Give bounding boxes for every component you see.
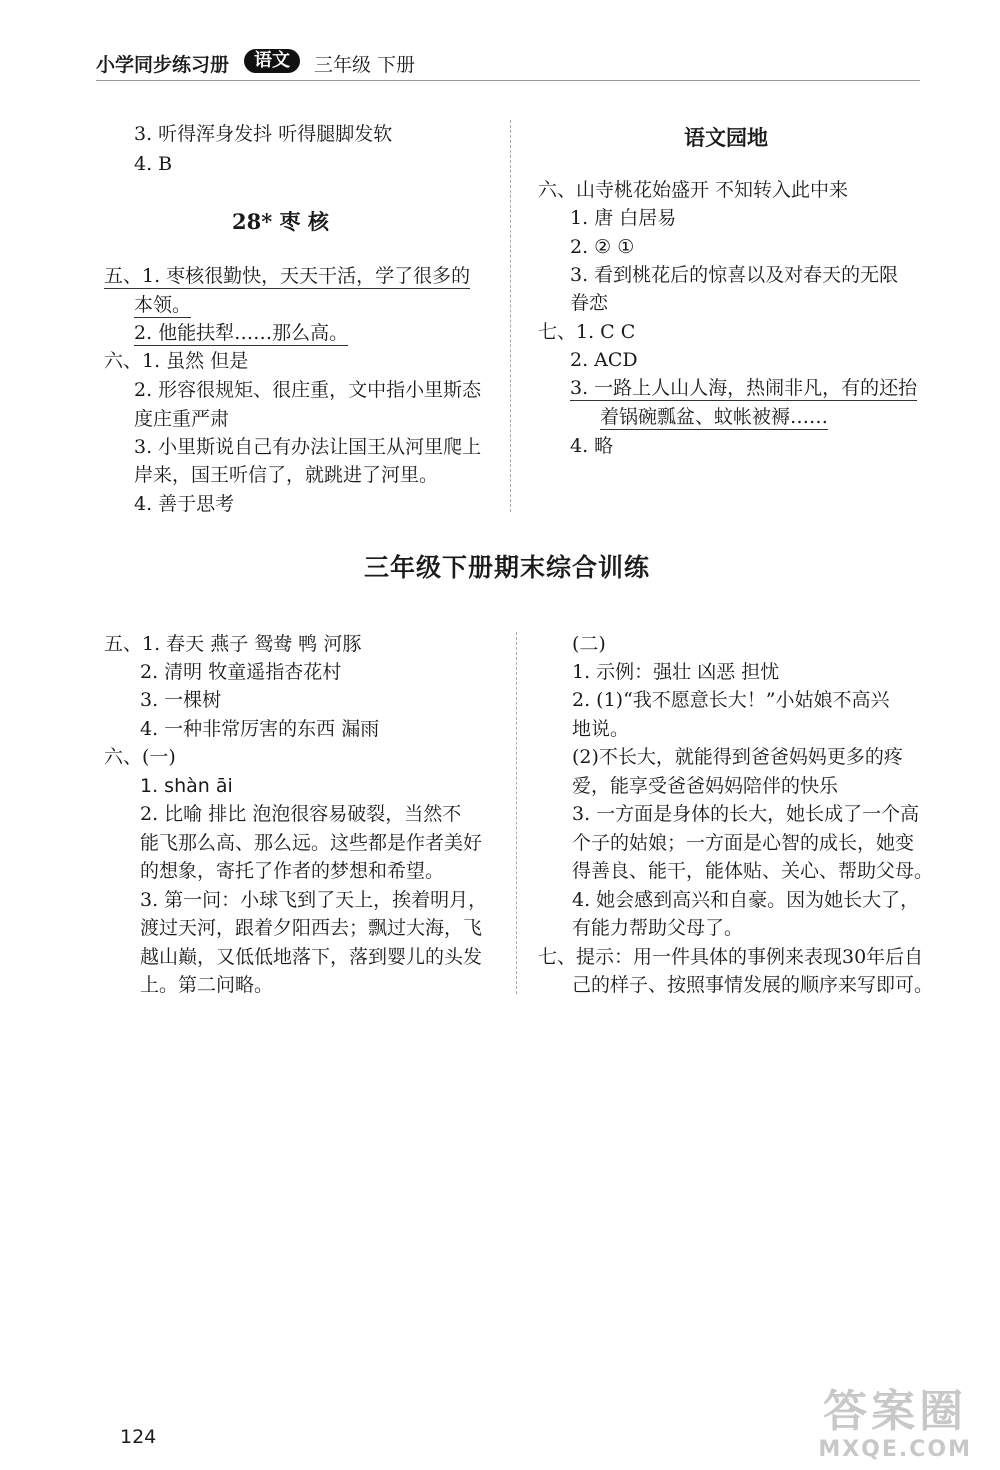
answer-line: 4. 她会感到高兴和自豪。因为她长大了， bbox=[572, 889, 920, 911]
answer-line: 个子的姑娘；一方面是心智的成长，她变 bbox=[572, 832, 915, 854]
answer-line: (2)不长大，就能得到爸爸妈妈更多的疼 bbox=[572, 746, 903, 768]
answer-line: 地说。 bbox=[572, 718, 630, 740]
underlined-answer: 3. 一路上人山人海，热闹非凡，有的还抬 bbox=[570, 377, 918, 399]
answer-line: 1. 唐 白居易 bbox=[570, 207, 677, 229]
answer-line: (二) bbox=[572, 633, 606, 655]
answer-line: 六、1. 虽然 但是 bbox=[104, 350, 249, 372]
page-number: 124 bbox=[120, 1426, 157, 1448]
answer-line: 爱，能享受爸爸妈妈陪伴的快乐 bbox=[572, 775, 839, 797]
answer-line: 度庄重严肃 bbox=[134, 408, 230, 430]
answer-line: 岸来，国王听信了，就跳进了河里。 bbox=[134, 464, 439, 486]
answer-line: 的想象，寄托了作者的梦想和希望。 bbox=[140, 860, 445, 882]
answer-line: 1. shàn āi bbox=[140, 775, 233, 797]
answer-line: 3. 第一问：小球飞到了天上，挨着明月， bbox=[140, 889, 488, 911]
answer-line: 七、1. C C bbox=[538, 321, 636, 343]
underlined-answer: 五、1. 枣核很勤快，天天干活，学了很多的 bbox=[104, 265, 471, 287]
answer-line: 眷恋 bbox=[570, 292, 609, 314]
answer-line: 2. 比喻 排比 泡泡很容易破裂，当然不 bbox=[140, 803, 462, 825]
answer-line bbox=[134, 319, 348, 347]
answer-line: 七、提示：用一件具体的事例来表现30年后自 bbox=[538, 946, 924, 968]
answer-line: 1. 示例：强壮 凶恶 担忧 bbox=[572, 661, 780, 683]
answer-line: 3. 看到桃花后的惊喜以及对春天的无限 bbox=[570, 264, 899, 286]
answer-line bbox=[134, 291, 191, 319]
grade-label: 三年级 下册 bbox=[314, 54, 416, 76]
answer-line: 4. B bbox=[134, 153, 173, 175]
column-divider-top bbox=[510, 120, 511, 512]
answer-line: 有能力帮助父母了。 bbox=[572, 917, 744, 939]
answer-line bbox=[570, 374, 917, 402]
underlined-answer: 着锅碗瓢盆、蚊帐被褥…… bbox=[600, 406, 829, 428]
book-series-title: 小学同步练习册 bbox=[96, 54, 230, 76]
answer-line: 得善良、能干，能体贴、关心、帮助父母。 bbox=[572, 860, 934, 882]
answer-line: 己的样子、按照事情发展的顺序来写即可。 bbox=[572, 974, 934, 996]
watermark bbox=[818, 1387, 972, 1462]
column-divider-bottom bbox=[516, 632, 517, 994]
answer-line: 3. 一方面是身体的长大，她长成了一个高 bbox=[572, 803, 920, 825]
underlined-answer: 2. 他能扶犁……那么高。 bbox=[134, 322, 349, 344]
answer-line bbox=[104, 262, 470, 290]
watermark-logo-text: 答案圈 bbox=[823, 1386, 968, 1437]
section-title: 语文园地 bbox=[684, 125, 768, 150]
answer-line: 2. 清明 牧童遥指杏花村 bbox=[140, 661, 342, 683]
answer-line: 五、1. 春天 燕子 鸳鸯 鸭 河豚 bbox=[104, 633, 362, 655]
answer-line: 2. (1)“我不愿意长大！”小姑娘不高兴 bbox=[572, 689, 890, 711]
answer-line: 4. 略 bbox=[570, 435, 614, 457]
answer-line: 上。第二问略。 bbox=[140, 974, 274, 996]
header-rule bbox=[96, 80, 920, 81]
answer-line: 六、(一) bbox=[104, 746, 176, 768]
answer-line: 渡过天河，跟着夕阳西去；飘过大海，飞 bbox=[140, 917, 483, 939]
subject-badge: 语文 bbox=[244, 49, 300, 73]
answer-line bbox=[600, 403, 828, 431]
answer-line: 六、山寺桃花始盛开 不知转入此中来 bbox=[538, 179, 849, 201]
answer-line: 3. 听得浑身发抖 听得腿脚发软 bbox=[134, 123, 393, 145]
answer-line: 3. 小里斯说自己有办法让国王从河里爬上 bbox=[134, 436, 482, 458]
answer-line: 能飞那么高、那么远。这些都是作者美好 bbox=[140, 832, 483, 854]
answer-line: 2. ACD bbox=[570, 349, 638, 371]
watermark-url: MXQE.COM bbox=[818, 1437, 972, 1462]
answer-line: 越山巅，又低低地落下，落到婴儿的头发 bbox=[140, 946, 483, 968]
exam-section-title: 三年级下册期末综合训练 bbox=[364, 553, 651, 582]
lesson-title: 28* 枣 核 bbox=[232, 209, 329, 234]
answer-line: 2. 形容很规矩、很庄重，文中指小里斯态 bbox=[134, 379, 482, 401]
answer-line: 4. 善于思考 bbox=[134, 493, 235, 515]
underlined-answer: 本领。 bbox=[134, 294, 192, 316]
answer-line: 2. ② ① bbox=[570, 236, 635, 258]
answer-line: 3. 一棵树 bbox=[140, 689, 222, 711]
answer-line: 4. 一种非常厉害的东西 漏雨 bbox=[140, 718, 380, 740]
